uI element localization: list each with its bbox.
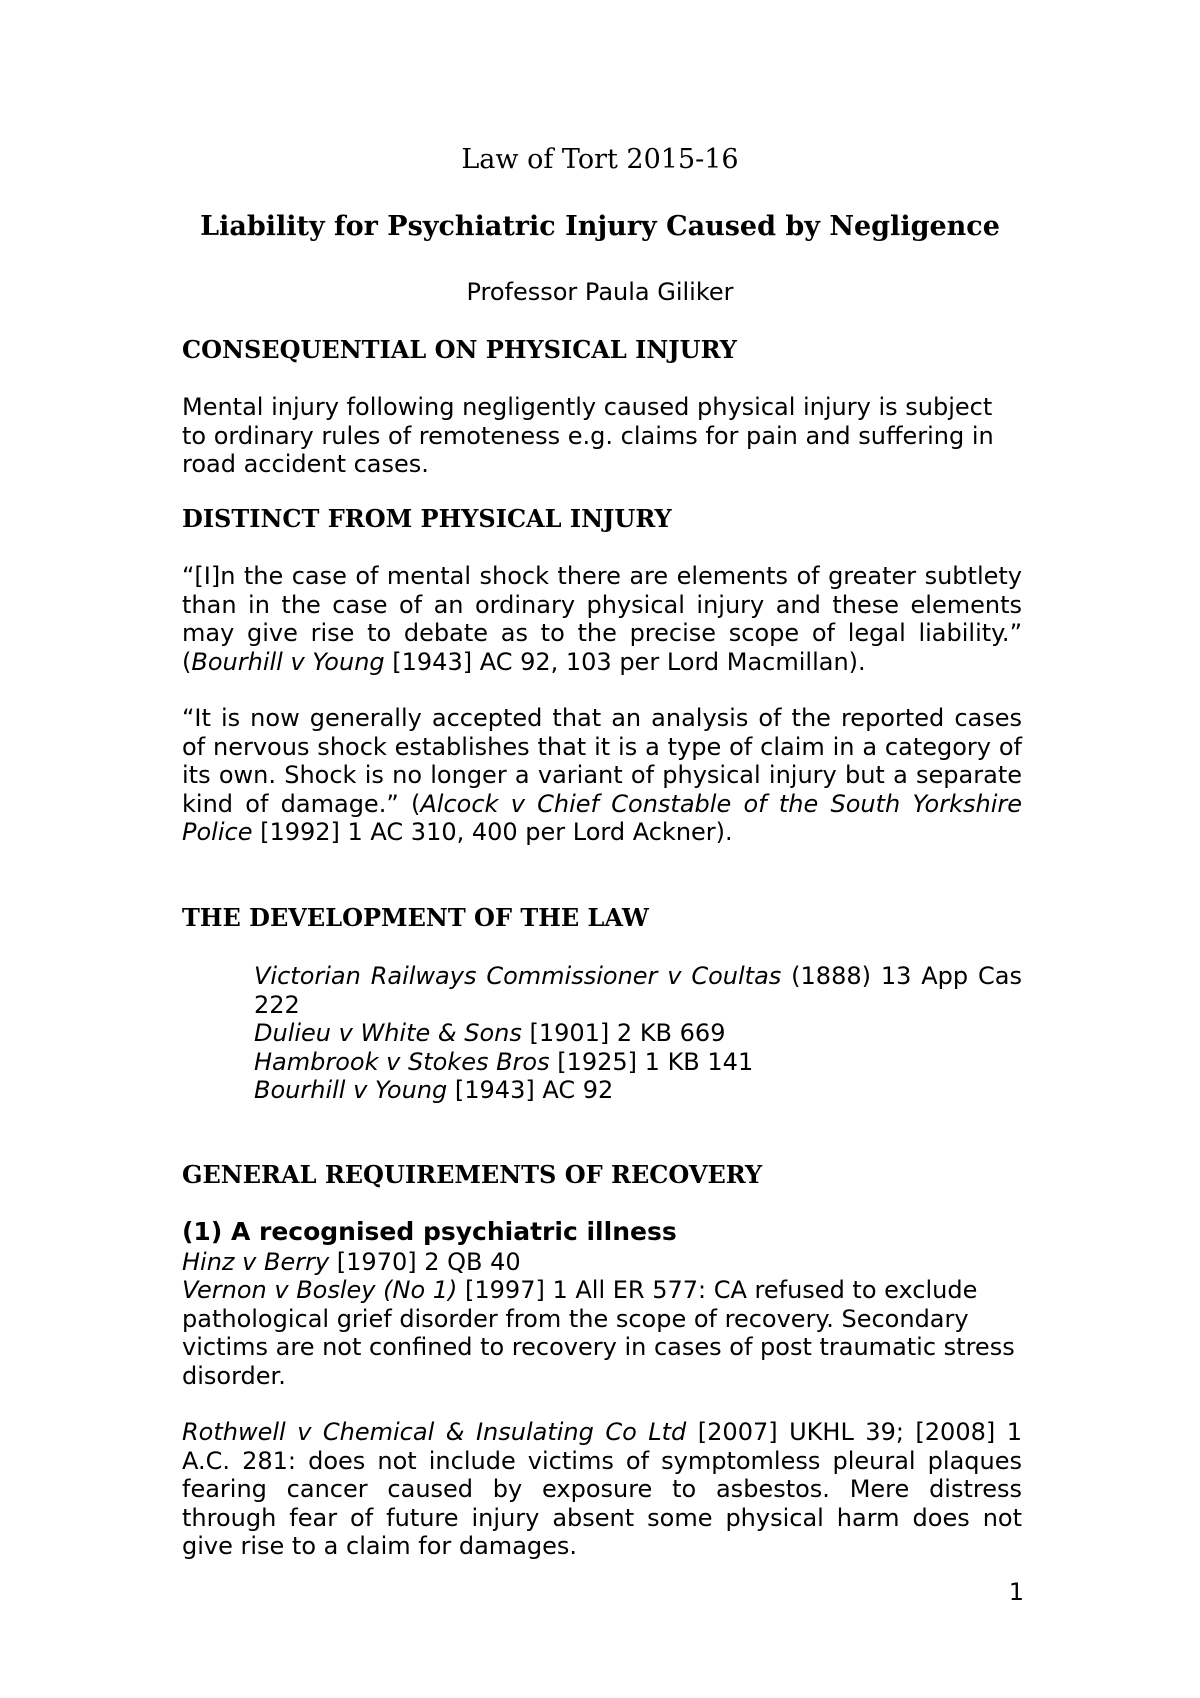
case-citation: [1997] 1 All ER 577: CA refused to exclude pathological grief disorder from the scope of recovery. Secondary victims are not confined to recovery in cases of post traumatic stress disorder. xyxy=(182,1276,1015,1390)
case-name: Hinz v Berry xyxy=(182,1248,330,1276)
case-name: Bourhill v Young xyxy=(191,647,385,676)
case-citation: [2007] UKHL 39; [2008] 1 A.C. 281: does not include victims of symptomless pleural plaques fearing cancer caused by exposure to asbestos. Mere distress through fear of future injury absent some physical harm does not give rise to a claim for damages. xyxy=(182,1418,1022,1560)
document-subtitle: Liability for Psychiatric Injury Caused by Negligence xyxy=(200,211,1000,242)
case-list-item xyxy=(254,1048,1022,1077)
case-hinz xyxy=(182,1248,1022,1277)
paragraph-consequential: Mental injury following negligently caused physical injury is subject to ordinary rules of remoteness e.g. claims for pain and suffering in road accident cases. xyxy=(182,393,994,478)
case-citation: (1888) 13 App Cas 222 xyxy=(254,962,1022,1019)
case-name: Bourhill v Young xyxy=(254,1076,448,1104)
heading-consequential: CONSEQUENTIAL ON PHYSICAL INJURY xyxy=(182,335,737,364)
quote-text: “[I]n the case of mental shock there are elements of greater subtlety than in the case of an ordinary physical injury and these elements may give rise to debate as to the precise scope of legal liability.” ( xyxy=(182,562,1022,676)
case-name: Victorian Railways Commissioner v Coultas xyxy=(254,962,782,990)
case-citation: [1901] 2 KB 669 xyxy=(521,1019,726,1047)
case-name: Dulieu v White & Sons xyxy=(254,1019,522,1047)
case-citation: [1992] 1 AC 310, 400 per Lord Ackner). xyxy=(252,818,733,846)
subheading-psychiatric-illness: (1) A recognised psychiatric illness xyxy=(182,1217,677,1246)
case-citation: [1943] AC 92, 103 per Lord Macmillan). xyxy=(384,647,866,676)
case-list-item xyxy=(254,962,1022,1019)
quote-text: “It is now generally accepted that an analysis of the reported cases of nervous shock establishes that it is a type of claim in a category of its own. Shock is no longer a variant of physical injury but a separate kind of damage.” ( xyxy=(182,704,1022,818)
document-title: Law of Tort 2015-16 xyxy=(461,144,739,175)
heading-distinct: DISTINCT FROM PHYSICAL INJURY xyxy=(182,504,672,533)
heading-requirements: GENERAL REQUIREMENTS OF RECOVERY xyxy=(182,1160,763,1189)
case-vernon xyxy=(182,1276,1022,1390)
document-author: Professor Paula Giliker xyxy=(466,278,734,306)
case-name: Rothwell v Chemical & Insulating Co Ltd xyxy=(182,1418,687,1446)
heading-development: THE DEVELOPMENT OF THE LAW xyxy=(182,903,649,932)
case-name: Hambrook v Stokes Bros xyxy=(254,1048,550,1076)
case-name: Vernon v Bosley (No 1) xyxy=(182,1276,458,1304)
quote-bourhill xyxy=(182,562,1022,676)
case-citation: [1970] 2 QB 40 xyxy=(329,1248,521,1276)
case-citation: [1925] 1 KB 141 xyxy=(549,1048,754,1076)
case-name: Alcock v Chief Constable of the South Yorkshire Police xyxy=(182,789,1022,846)
case-citation: [1943] AC 92 xyxy=(447,1076,614,1104)
case-list-item xyxy=(254,1076,1022,1105)
page-number: 1 xyxy=(1008,1578,1024,1606)
case-list-item xyxy=(254,1019,1022,1048)
quote-alcock xyxy=(182,704,1022,847)
case-rothwell xyxy=(182,1418,1022,1561)
